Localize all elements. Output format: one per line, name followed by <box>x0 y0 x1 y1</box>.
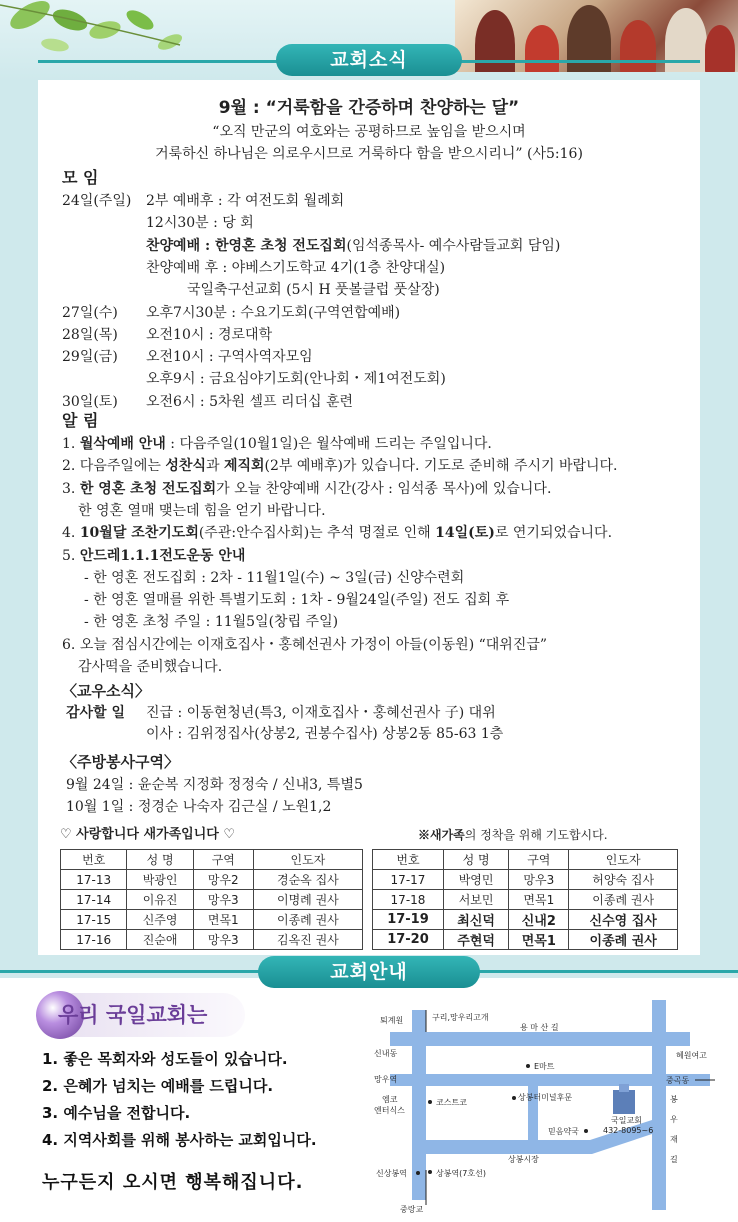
kitchen-heading: 〈주방봉사구역〉 <box>62 753 179 771</box>
new-family-table-left <box>60 849 363 950</box>
promo-title <box>40 993 245 1037</box>
notice-text: : 다음주일(10월1일)은 월삭예배 드리는 주일입니다. <box>165 436 492 452</box>
kitchen-line-1: 9월 24일 : 윤순복 지정화 정정숙 / 신내3, 특별5 <box>66 777 363 793</box>
new-family-note-bold: ※새가족 <box>418 828 465 842</box>
meeting-item-text: 찬양예배 후 : 야베스기도학교 4기(1층 찬양대실) <box>146 259 446 276</box>
table-cell: 박영민 <box>443 870 508 890</box>
table-cell: 신주영 <box>127 910 193 930</box>
table-header-cell: 성 명 <box>127 850 193 870</box>
meeting-day: 29일(금) <box>62 349 118 366</box>
table-cell: 김옥진 권사 <box>253 930 362 950</box>
notice-bold: 한 영혼 초청 전도집회 <box>79 480 217 497</box>
table-cell: 면목1 <box>193 910 253 930</box>
table-cell: 17-13 <box>61 870 127 890</box>
notice-text: - 한 영혼 전도집회 : 2차 - 11월1일(수) ~ 3일(금) 신양수련회 <box>84 569 465 586</box>
table-cell: 17-19 <box>373 910 444 930</box>
meeting-item <box>146 392 353 412</box>
promo-closing: 누구든지 오시면 행복해집니다. <box>42 1172 304 1193</box>
map-label-jungrang: 중랑교 <box>400 1205 424 1214</box>
map-label-emcore: 엠코 <box>382 1095 398 1104</box>
map-label-market: 상봉시장 <box>508 1155 539 1164</box>
table-cell: 이종례 권사 <box>569 890 678 910</box>
table-cell: 최신덕 <box>443 910 508 930</box>
table-header-cell: 성 명 <box>443 850 508 870</box>
meeting-item <box>146 369 446 389</box>
notice-prefix: 4. <box>62 525 80 542</box>
table-row <box>373 870 678 890</box>
meeting-item <box>187 280 440 300</box>
table-header-cell: 번호 <box>373 850 444 870</box>
notice-text: 로 연기되었습니다. <box>494 525 613 542</box>
promo-item-4: 4. 지역사회를 위해 봉사하는 교회입니다. <box>42 1131 317 1149</box>
meeting-item-text: 오후9시 : 금요심야기도회(안나회・제1여전도회) <box>146 371 446 388</box>
map-label-sangbong: 신상봉역 <box>376 1169 407 1178</box>
meeting-item <box>146 303 400 323</box>
new-family-note <box>418 825 608 845</box>
new-family-note-text: 의 정착을 위해 기도합시다. <box>464 828 608 842</box>
notice-text: 과 <box>205 458 224 475</box>
notice-text: (주관:안수집사회)는 추석 명절로 인해 <box>198 525 436 542</box>
notice-text: (2부 예배후)가 있습니다. 기도로 준비해 주시기 바랍니다. <box>264 458 618 475</box>
table-cell: 망우3 <box>193 890 253 910</box>
notice-prefix: 5. <box>62 547 80 564</box>
map-label-church: 국일교회 <box>611 1116 642 1125</box>
notice-text: - 한 영혼 열매를 위한 특별기도회 : 1차 - 9월24일(주일) 전도 집회 후 <box>84 592 510 609</box>
table-cell: 박광인 <box>127 870 193 890</box>
notice-text: 한 영혼 열매 맺는데 힘을 얻기 바랍니다. <box>78 502 326 519</box>
meeting-item <box>146 191 344 211</box>
table-header-cell: 번호 <box>61 850 127 870</box>
meeting-item-text: 국일축구선교회 (5시 H 풋볼클럽 풋살장) <box>187 282 440 299</box>
map-label-sangbong7: 상봉역(7호선) <box>436 1169 486 1178</box>
map-label-hyewon: 혜원여고 <box>676 1051 707 1060</box>
table-header-cell: 구역 <box>193 850 253 870</box>
table-row <box>373 890 678 910</box>
notice-prefix: 6. <box>62 636 80 653</box>
meeting-item-text: 오전10시 : 구역사역자모임 <box>146 349 313 366</box>
meetings-heading: 모 임 <box>62 168 99 187</box>
notice-line <box>62 635 547 655</box>
map-label-junghwa: 중곡동 <box>666 1076 690 1085</box>
notice-line <box>84 568 464 588</box>
table-cell: 서보민 <box>443 890 508 910</box>
table-row <box>373 930 678 950</box>
meeting-item <box>146 213 254 233</box>
table-header-cell: 인도자 <box>569 850 678 870</box>
notice-bold: 안드레1.1.1전도운동 안내 <box>79 547 246 564</box>
table-cell: 이종례 권사 <box>253 910 362 930</box>
map-label-manguyeok: 망우역 <box>374 1075 398 1084</box>
map-label-je: 재 <box>670 1135 678 1144</box>
table-cell: 이종례 권사 <box>569 930 678 950</box>
table-header-row <box>61 850 363 870</box>
table-cell: 망우3 <box>193 930 253 950</box>
kitchen-line-2: 10월 1일 : 정경순 나숙자 김근실 / 노원1,2 <box>66 799 332 815</box>
table-row <box>61 930 363 950</box>
map-label-costco: 코스트코 <box>436 1098 467 1107</box>
table-cell: 17-18 <box>373 890 444 910</box>
meeting-item-text: 오후7시30분 : 수요기도회(구역연합예배) <box>146 304 401 321</box>
promo-item-1: 1. 좋은 목회자와 성도들이 있습니다. <box>42 1050 288 1068</box>
map-label-terminal: 상봉터미널후문 <box>518 1093 573 1102</box>
meeting-item <box>146 236 560 256</box>
new-family-heading: ♡ 사랑합니다 새가족입니다 ♡ <box>60 827 236 842</box>
meeting-item-text: 오전6시 : 5차원 셀프 리더십 훈련 <box>146 393 354 410</box>
meeting-day: 27일(수) <box>62 304 118 321</box>
table-cell: 망우2 <box>193 870 253 890</box>
map-label-emart: E마트 <box>534 1062 555 1071</box>
meeting-day: 30일(토) <box>62 393 118 410</box>
notice-bold: 제직회 <box>223 458 265 475</box>
verse-line-2: 거룩하신 하나님은 의로우시므로 거룩하다 함을 받으시리니” (사5:16) <box>155 146 583 162</box>
promo-title-text: 우리 국일교회는 <box>58 1003 208 1027</box>
map-label-gil: 길 <box>670 1155 678 1164</box>
meeting-day: 24일(주일) <box>62 193 132 209</box>
map-label-yongmasan: 용 마 산 길 <box>520 1023 559 1032</box>
table-cell: 신수영 집사 <box>569 910 678 930</box>
table-cell: 신내2 <box>509 910 569 930</box>
church-building-icon <box>613 1084 635 1114</box>
notice-line <box>62 456 618 476</box>
notice-text: - 한 영혼 초청 주일 : 11월5일(창립 주일) <box>84 614 339 631</box>
meeting-day: 28일(목) <box>62 326 118 343</box>
new-family-table-right <box>372 849 678 950</box>
map-label-toegyewon: 퇴계원 <box>380 1016 404 1025</box>
table-cell: 면목1 <box>509 930 569 950</box>
map-label-sinnae: 신내동 <box>374 1049 398 1058</box>
member-news-label: 감사할 일 <box>66 705 125 721</box>
notice-text: 오늘 점심시간에는 이재호집사・홍혜선권사 가정이 아들(이동원) “대위진급” <box>79 636 548 653</box>
promo-item-2: 2. 은혜가 넘치는 예배를 드립니다. <box>42 1077 274 1095</box>
map-label-entex: 엔터식스 <box>374 1106 405 1115</box>
notice-bold: 14일(토) <box>435 525 495 542</box>
verse-line-1: “오직 만군의 여호와는 공평하므로 높임을 받으시며 <box>212 124 526 140</box>
notices-heading: 알 림 <box>62 411 99 430</box>
table-cell: 17-17 <box>373 870 444 890</box>
meeting-item-text: 2부 예배후 : 각 여전도회 월례회 <box>146 193 345 209</box>
notice-line <box>62 479 551 499</box>
member-news-line-1: 진급 : 이동현청년(특3, 이재호집사・홍혜선권사 子) 대위 <box>146 705 496 721</box>
notice-bold: 10월달 조찬기도회 <box>79 525 199 542</box>
member-news-heading: 〈교우소식〉 <box>62 682 150 700</box>
notice-line <box>84 590 509 610</box>
month-title: 9월 : “거룩함을 간증하며 찬양하는 달” <box>218 98 520 118</box>
road-yongmasan <box>390 1032 690 1046</box>
map-label-bong: 봉 <box>670 1095 678 1104</box>
promo-item-3: 3. 예수님을 전합니다. <box>42 1104 191 1122</box>
table-cell: 진순애 <box>127 930 193 950</box>
notice-prefix: 2. 다음주일에는 <box>62 458 166 475</box>
meeting-item-bold: 찬양예배 : 한영혼 초청 전도집회 <box>146 237 347 254</box>
table-row <box>61 910 363 930</box>
notice-line <box>62 434 492 454</box>
map-label-pharmacy: 믿음약국 <box>548 1127 579 1136</box>
notice-line <box>62 546 245 566</box>
table-header-cell: 인도자 <box>253 850 362 870</box>
notice-line <box>78 657 222 677</box>
section-title-news: 교회소식 <box>276 44 462 76</box>
member-news-line-2: 이사 : 김위정집사(상봉2, 권봉수집사) 상봉2동 85-63 1층 <box>146 726 504 742</box>
section-title-guide: 교회안내 <box>258 956 480 988</box>
table-cell: 면목1 <box>509 890 569 910</box>
table-row <box>61 890 363 910</box>
table-cell: 17-16 <box>61 930 127 950</box>
notice-line <box>78 501 326 521</box>
meeting-item <box>146 347 313 367</box>
location-map <box>360 990 730 1218</box>
meeting-item-text: 12시30분 : 당 회 <box>146 215 254 232</box>
table-row <box>373 910 678 930</box>
table-row <box>61 870 363 890</box>
table-header-row <box>373 850 678 870</box>
table-cell: 17-20 <box>373 930 444 950</box>
notice-prefix: 1. <box>62 436 80 452</box>
notice-line <box>62 523 612 543</box>
road-right-vertical <box>652 1000 666 1210</box>
table-cell: 17-15 <box>61 910 127 930</box>
meeting-item <box>146 325 272 345</box>
meeting-item-text: (임석종목사- 예수사람들교회 담임) <box>346 237 561 254</box>
map-label-phone: 432-8095~6 <box>603 1126 654 1135</box>
meeting-item-text: 오전10시 : 경로대학 <box>146 326 273 343</box>
meeting-item <box>146 258 445 278</box>
table-cell: 이유진 <box>127 890 193 910</box>
table-cell: 주현덕 <box>443 930 508 950</box>
notice-prefix: 3. <box>62 480 80 497</box>
map-label-u: 우 <box>670 1115 678 1124</box>
table-cell: 경순옥 집사 <box>253 870 362 890</box>
table-cell: 이명례 권사 <box>253 890 362 910</box>
table-cell: 망우3 <box>509 870 569 890</box>
notice-text: 가 오늘 찬양예배 시간(강사 : 임석종 목사)에 있습니다. <box>216 480 552 497</box>
notice-bold: 월삭예배 안내 <box>79 436 166 452</box>
table-cell: 허양숙 집사 <box>569 870 678 890</box>
notice-line <box>84 612 338 632</box>
table-cell: 17-14 <box>61 890 127 910</box>
table-header-cell: 구역 <box>509 850 569 870</box>
notice-text: 감사떡을 준비했습니다. <box>78 659 223 675</box>
map-label-guri: 구리,망우리고개 <box>432 1013 489 1022</box>
notice-bold: 성찬식 <box>165 458 206 475</box>
